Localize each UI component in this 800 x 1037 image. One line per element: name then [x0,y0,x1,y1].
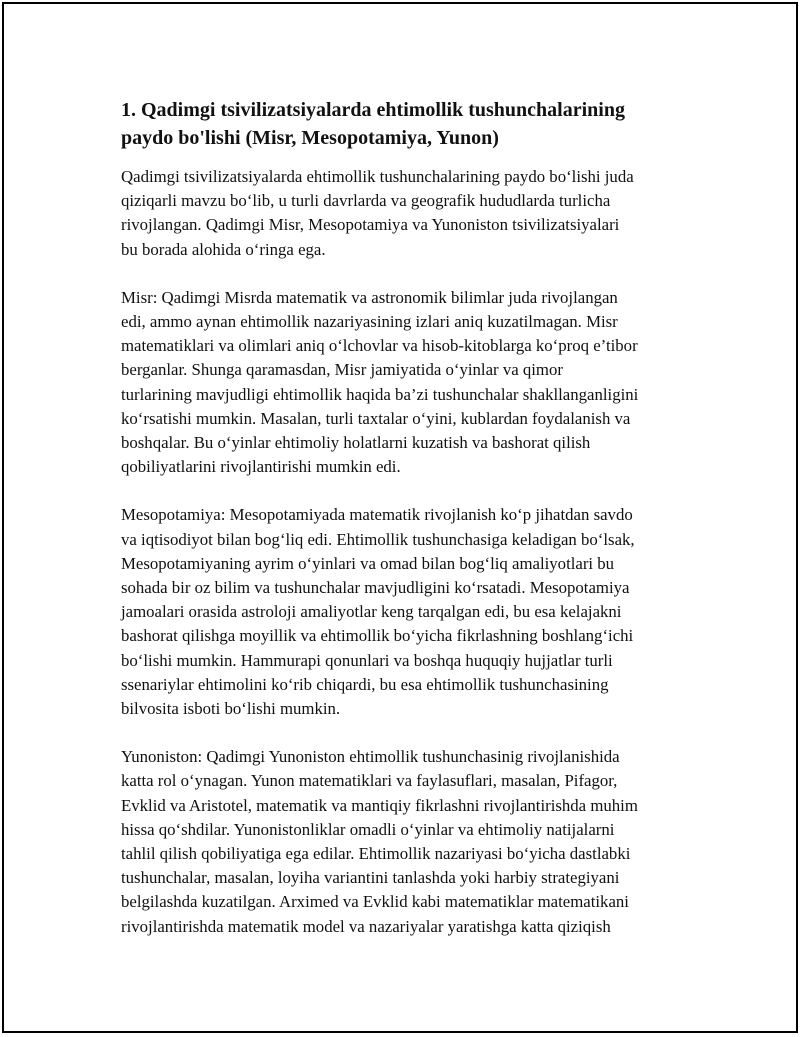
text-line: katta rol o‘ynagan. Yunon matematiklari va faylasuflari, masalan, Pifagor, [121,771,618,791]
text-line: qobiliyatlarini rivojlantirishi mumkin edi. [121,457,401,477]
text-line: ko‘rsatishi mumkin. Masalan, turli taxtalar o‘yini, kublardan foydalanish va [121,408,631,428]
intro-paragraph [121,165,701,262]
document-page [2,2,798,1033]
text-line: ssenariylar ehtimolini ko‘rib chiqardi, bu esa ehtimollik tushunchasining [121,674,609,694]
text-line: Mesopotamiya: Mesopotamiyada matematik rivojlanish ko‘p jihatdan savdo [121,505,633,525]
egypt-paragraph [121,286,701,480]
text-line: Yunoniston: Qadimgi Yunoniston ehtimollik tushunchasinig rivojlanishida [121,747,620,767]
text-line: bilvosita isboti bo‘lishi mumkin. [121,699,341,719]
text-line: jamoalari orasida astroloji amaliyotlar keng tarqalgan edi, bu esa kelajakni [121,602,622,622]
text-line: rivojlangan. Qadimgi Misr, Mesopotamiya va Yunoniston tsivilizatsiyalari [121,215,620,235]
text-line: tushunchalar, masalan, loyiha variantini tanlashda yoki harbiy strategiyani [121,868,620,888]
text-line: edi, ammo aynan ehtimollik nazariyasining izlari aniq kuzatilmagan. Misr [121,312,618,332]
text-line: bu borada alohida o‘ringa ega. [121,239,326,259]
text-line: bo‘lishi mumkin. Hammurapi qonunlari va boshqa huquqiy hujjatlar turli [121,650,613,670]
text-line: hissa qo‘shdilar. Yunonistonliklar omadli o‘yinlar va ehtimoliy natijalarni [121,819,615,839]
text-line: turlarining mavjudligi ehtimollik haqida ba’zi tushunchalar shakllanganligini [121,384,639,404]
text-line: va iqtisodiyot bilan bog‘liq edi. Ehtimollik tushunchasiga keladigan bo‘lsak, [121,529,635,549]
text-line: bashorat qilishga moyillik va ehtimollik bo‘yicha fikrlashning boshlang‘ichi [121,626,634,646]
text-line: Mesopotamiyaning ayrim o‘yinlari va omad bilan bog‘liq amaliyotlari bu [121,553,615,573]
document-body [121,96,701,963]
text-line: Evklid va Aristotel, matematik va mantiqiy fikrlashni rivojlantirishda muhim [121,795,638,815]
section-heading [121,96,701,152]
mesopotamia-paragraph [121,503,701,721]
text-line: Qadimgi tsivilizatsiyalarda ehtimollik tushunchalarining paydo bo‘lishi juda [121,167,634,186]
heading-line: paydo bo'lishi (Misr, Mesopotamiya, Yunon) [121,127,499,149]
text-line: sohada bir oz bilim va tushunchalar mavjudligini ko‘rsatadi. Mesopotamiya [121,578,630,598]
text-line: belgilashda kuzatilgan. Arximed va Evklid kabi matematiklar matematikani [121,892,629,912]
text-line: rivojlantirishda matematik model va nazariyalar yaratishga katta qiziqish [121,916,611,936]
text-line: Misr: Qadimgi Misrda matematik va astronomik bilimlar juda rivojlangan [121,287,618,307]
text-line: tahlil qilish qobiliyatiga ega edilar. Ehtimollik nazariyasi bo‘yicha dastlabki [121,844,631,864]
text-line: qiziqarli mavzu bo‘lib, u turli davrlarda va geografik hududlarda turlicha [121,191,611,211]
greece-paragraph [121,745,701,939]
text-line: matematiklari va olimlari aniq o‘lchovlar va hisob-kitoblarga ko‘proq e’tibor [121,336,638,356]
heading-line: 1. Qadimgi tsivilizatsiyalarda ehtimollik tushunchalarining [121,99,625,121]
text-line: boshqalar. Bu o‘yinlar ehtimoliy holatlarni kuzatish va bashorat qilish [121,433,591,453]
text-line: berganlar. Shunga qaramasdan, Misr jamiyatida o‘yinlar va qimor [121,360,563,380]
